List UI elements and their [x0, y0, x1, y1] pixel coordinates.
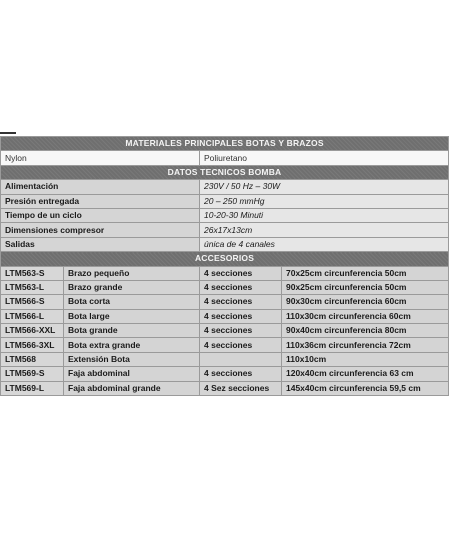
accessory-name: Faja abdominal grande: [64, 381, 200, 395]
accessory-sections: 4 secciones: [200, 295, 282, 309]
spec-table: [0, 136, 449, 396]
accessory-size: 90x25cm circunferencia 50cm: [282, 280, 449, 294]
accessory-sections: 4 secciones: [200, 338, 282, 352]
accessory-row: [1, 367, 449, 381]
decorative-rule: [0, 132, 16, 134]
accessory-sections: [200, 352, 282, 366]
pump-row: [1, 223, 449, 237]
accessory-name: Bota large: [64, 309, 200, 323]
accessory-size: 110x30cm circunferencia 60cm: [282, 309, 449, 323]
pump-label: Presión entregada: [1, 194, 200, 208]
accessory-code: LTM566-3XL: [1, 338, 64, 352]
accessory-size: 90x30cm circunferencia 60cm: [282, 295, 449, 309]
pump-value: 10-20-30 Minuti: [200, 208, 449, 222]
pump-row: [1, 194, 449, 208]
accessories-header-row: [1, 252, 449, 266]
accessory-row: [1, 338, 449, 352]
material-right: Poliuretano: [200, 151, 449, 165]
accessory-code: LTM563-L: [1, 280, 64, 294]
pump-value: 26x17x13cm: [200, 223, 449, 237]
pump-label: Alimentación: [1, 180, 200, 194]
accessories-header: ACCESORIOS: [1, 252, 449, 266]
pump-label: Tiempo de un ciclo: [1, 208, 200, 222]
accessory-row: [1, 266, 449, 280]
accessory-name: Brazo grande: [64, 280, 200, 294]
accessory-size: 110x10cm: [282, 352, 449, 366]
accessory-code: LTM566-L: [1, 309, 64, 323]
accessory-row: [1, 324, 449, 338]
accessory-code: LTM568: [1, 352, 64, 366]
pump-label: Dimensiones compresor: [1, 223, 200, 237]
pump-header-row: [1, 165, 449, 179]
accessory-row: [1, 295, 449, 309]
accessory-sections: 4 secciones: [200, 309, 282, 323]
accessory-name: Extensión Bota: [64, 352, 200, 366]
accessory-size: 120x40cm circunferencia 63 cm: [282, 367, 449, 381]
accessory-row: [1, 352, 449, 366]
pump-row: [1, 208, 449, 222]
accessory-name: Brazo pequeño: [64, 266, 200, 280]
accessory-name: Bota extra grande: [64, 338, 200, 352]
materials-header: MATERIALES PRINCIPALES BOTAS Y BRAZOS: [1, 137, 449, 151]
material-left: Nylon: [1, 151, 200, 165]
accessory-sections: 4 secciones: [200, 266, 282, 280]
accessory-size: 145x40cm circunferencia 59,5 cm: [282, 381, 449, 395]
pump-value: única de 4 canales: [200, 237, 449, 251]
accessory-code: LTM569-S: [1, 367, 64, 381]
materials-header-row: [1, 137, 449, 151]
accessory-name: Bota grande: [64, 324, 200, 338]
accessory-code: LTM566-XXL: [1, 324, 64, 338]
accessory-sections: 4 secciones: [200, 367, 282, 381]
accessory-code: LTM563-S: [1, 266, 64, 280]
pump-value: 230V / 50 Hz – 30W: [200, 180, 449, 194]
materials-row: [1, 151, 449, 165]
accessory-code: LTM566-S: [1, 295, 64, 309]
accessory-size: 90x40cm circunferencia 80cm: [282, 324, 449, 338]
pump-label: Salidas: [1, 237, 200, 251]
accessory-name: Faja abdominal: [64, 367, 200, 381]
accessory-size: 70x25cm circunferencia 50cm: [282, 266, 449, 280]
accessory-sections: 4 secciones: [200, 280, 282, 294]
accessory-sections: 4 Sez secciones: [200, 381, 282, 395]
pump-value: 20 – 250 mmHg: [200, 194, 449, 208]
accessory-row: [1, 280, 449, 294]
accessory-code: LTM569-L: [1, 381, 64, 395]
accessory-row: [1, 381, 449, 395]
pump-row: [1, 180, 449, 194]
accessory-name: Bota corta: [64, 295, 200, 309]
accessory-row: [1, 309, 449, 323]
pump-header: DATOS TECNICOS BOMBA: [1, 165, 449, 179]
pump-row: [1, 237, 449, 251]
accessory-size: 110x36cm circunferencia 72cm: [282, 338, 449, 352]
accessory-sections: 4 secciones: [200, 324, 282, 338]
